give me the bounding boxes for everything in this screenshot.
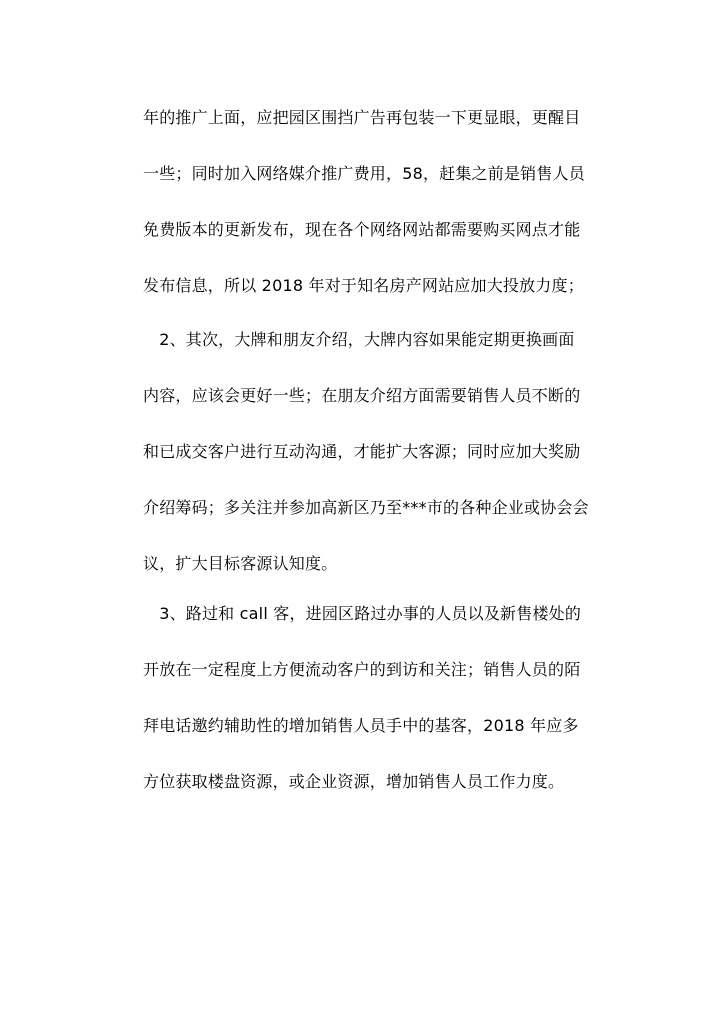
text-line: 3、路过和 call 客，进园区路过办事的人员以及新售楼处的 [143,604,582,623]
text-line: 开放在一定程度上方便流动客户的到访和关注；销售人员的陌 [143,660,581,679]
text-line: 内容，应该会更好一些；在朋友介绍方面需要销售人员不断的 [143,386,581,405]
text-line: 发布信息，所以 2018 年对于知名房产网站应加大投放力度； [143,276,584,295]
text-line: 方位获取楼盘资源，或企业资源，增加销售人员工作力度。 [143,772,565,791]
text-line: 和已成交客户进行互动沟通，才能扩大客源；同时应加大奖励 [143,442,581,461]
text-line: 免费版本的更新发布，现在各个网络网站都需要购买网点才能 [143,220,581,239]
text-line: 一些；同时加入网络媒介推广费用，58，赶集之前是销售人员 [143,164,585,183]
text-line: 2、其次，大牌和朋友介绍，大牌内容如果能定期更换画面 [143,330,575,349]
text-line: 介绍筹码；多关注并参加高新区乃至***市的各种企业或协会会 [143,498,589,517]
text-line: 年的推广上面，应把园区围挡广告再包装一下更显眼，更醒目 [143,108,581,127]
text-line: 议，扩大目标客源认知度。 [143,554,338,573]
text-line: 拜电话邀约辅助性的增加销售人员手中的基客，2018 年应多 [143,716,579,735]
